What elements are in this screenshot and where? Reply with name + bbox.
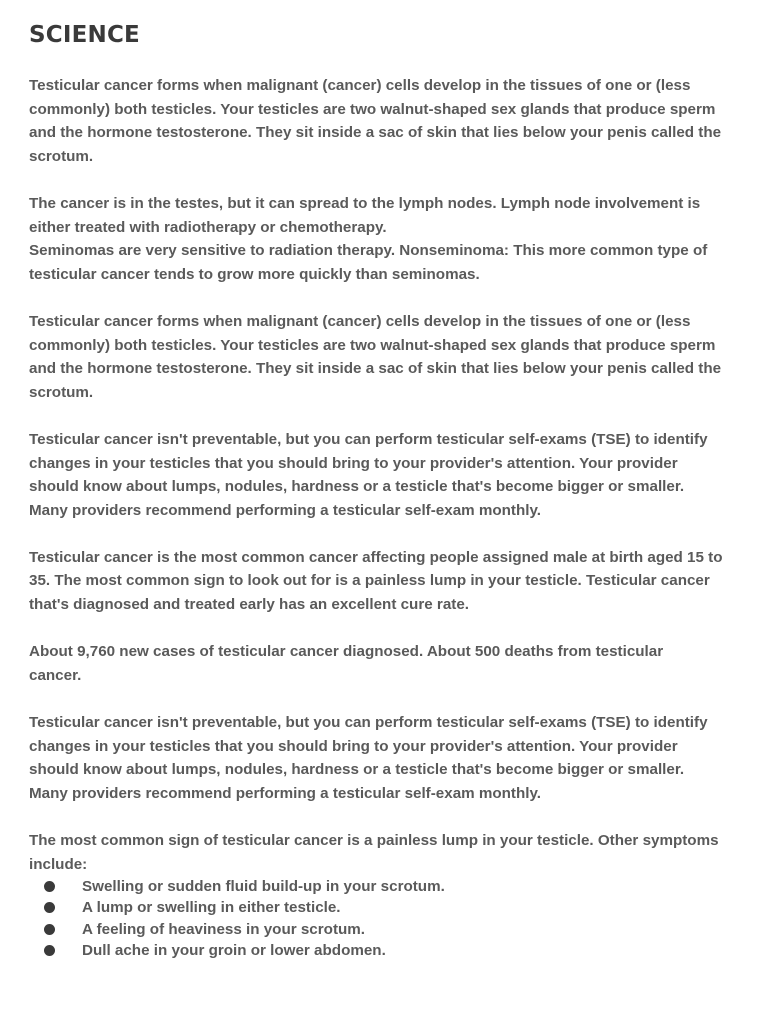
- symptoms-list: [29, 876, 740, 961]
- paragraph-line: Testicular cancer forms when malignant (cancer) cells develop in the tissues of one or (less: [29, 77, 691, 94]
- list-item-text: A lump or swelling in either testicle.: [82, 899, 341, 917]
- paragraph: [29, 428, 740, 522]
- list-item: [29, 876, 740, 897]
- bullet-icon: [44, 945, 55, 956]
- paragraph: [29, 74, 740, 168]
- symptoms-intro: [29, 829, 740, 876]
- paragraph: [29, 711, 740, 805]
- paragraph-line: changes in your testicles that you should bring to your provider's attention. Your provider: [29, 454, 678, 472]
- paragraph-line: Testicular cancer isn't preventable, but you can perform testicular self-exams (TSE) to identify: [29, 714, 708, 732]
- paragraph-line: include:: [29, 855, 88, 873]
- paragraph-line: changes in your testicles that you should bring to your provider's attention. Your provider: [29, 737, 678, 755]
- list-item: [29, 940, 740, 961]
- paragraph-line: scrotum.: [29, 383, 94, 401]
- list-item-text: Dull ache in your groin or lower abdomen.: [82, 941, 386, 959]
- paragraph: [29, 310, 740, 404]
- paragraph-line: 35. The most common sign to look out for is a painless lump in your testicle. Testicular cancer: [29, 572, 710, 590]
- paragraph-line: About 9,760 new cases of testicular cancer diagnosed. About 500 deaths from testicular: [29, 643, 664, 661]
- paragraph-list: [29, 74, 740, 805]
- paragraph-line: that's diagnosed and treated early has an excellent cure rate.: [29, 596, 469, 614]
- page-title: SCIENCE: [29, 22, 140, 48]
- paragraph-line: testicular cancer tends to grow more quickly than seminomas.: [29, 265, 480, 283]
- paragraph-line: and the hormone testosterone. They sit inside a sac of skin that lies below your penis called the: [29, 360, 722, 378]
- paragraph-line: scrotum.: [29, 147, 94, 165]
- paragraph-line: Seminomas are very sensitive to radiation therapy. Nonseminoma: This more common type of: [29, 242, 708, 260]
- paragraph-line: Many providers recommend performing a testicular self-exam monthly.: [29, 501, 542, 519]
- paragraph-line: should know about lumps, nodules, hardness or a testicle that's become bigger or smaller.: [29, 478, 685, 496]
- list-item-text: A feeling of heaviness in your scrotum.: [82, 920, 366, 938]
- bullet-icon: [44, 881, 55, 892]
- list-item-text: Swelling or sudden fluid build-up in your scrotum.: [82, 878, 445, 896]
- paragraph-line: Testicular cancer forms when malignant (cancer) cells develop in the tissues of one or (less: [29, 312, 691, 330]
- paragraph-line: Testicular cancer is the most common cancer affecting people assigned male at birth aged 15 to: [29, 548, 723, 566]
- paragraph-line: Testicular cancer isn't preventable, but you can perform testicular self-exams (TSE) to identify: [29, 430, 708, 448]
- paragraph-line: cancer.: [29, 666, 82, 684]
- paragraph: [29, 546, 740, 617]
- bullet-icon: [44, 924, 55, 935]
- paragraph-line: should know about lumps, nodules, hardness or a testicle that's become bigger or smaller.: [29, 761, 685, 779]
- bullet-icon: [44, 902, 55, 913]
- paragraph-line: commonly) both testicles. Your testicles are two walnut-shaped sex glands that produce sperm: [29, 336, 716, 354]
- paragraph: [29, 192, 740, 286]
- list-item: [29, 919, 740, 940]
- paragraph-line: Many providers recommend performing a testicular self-exam monthly.: [29, 784, 542, 802]
- paragraph: [29, 640, 740, 687]
- symptoms-section: [29, 829, 740, 961]
- paragraph-line: The most common sign of testicular cancer is a painless lump in your testicle. Other symptoms: [29, 832, 719, 849]
- paragraph-line: commonly) both testicles. Your testicles are two walnut-shaped sex glands that produce sperm: [29, 100, 716, 118]
- paragraph-line: either treated with radiotherapy or chemotherapy.: [29, 218, 387, 236]
- paragraph-line: and the hormone testosterone. They sit inside a sac of skin that lies below your penis called the: [29, 124, 722, 142]
- paragraph-line: The cancer is in the testes, but it can spread to the lymph nodes. Lymph node involvement is: [29, 194, 701, 212]
- list-item: [29, 897, 740, 918]
